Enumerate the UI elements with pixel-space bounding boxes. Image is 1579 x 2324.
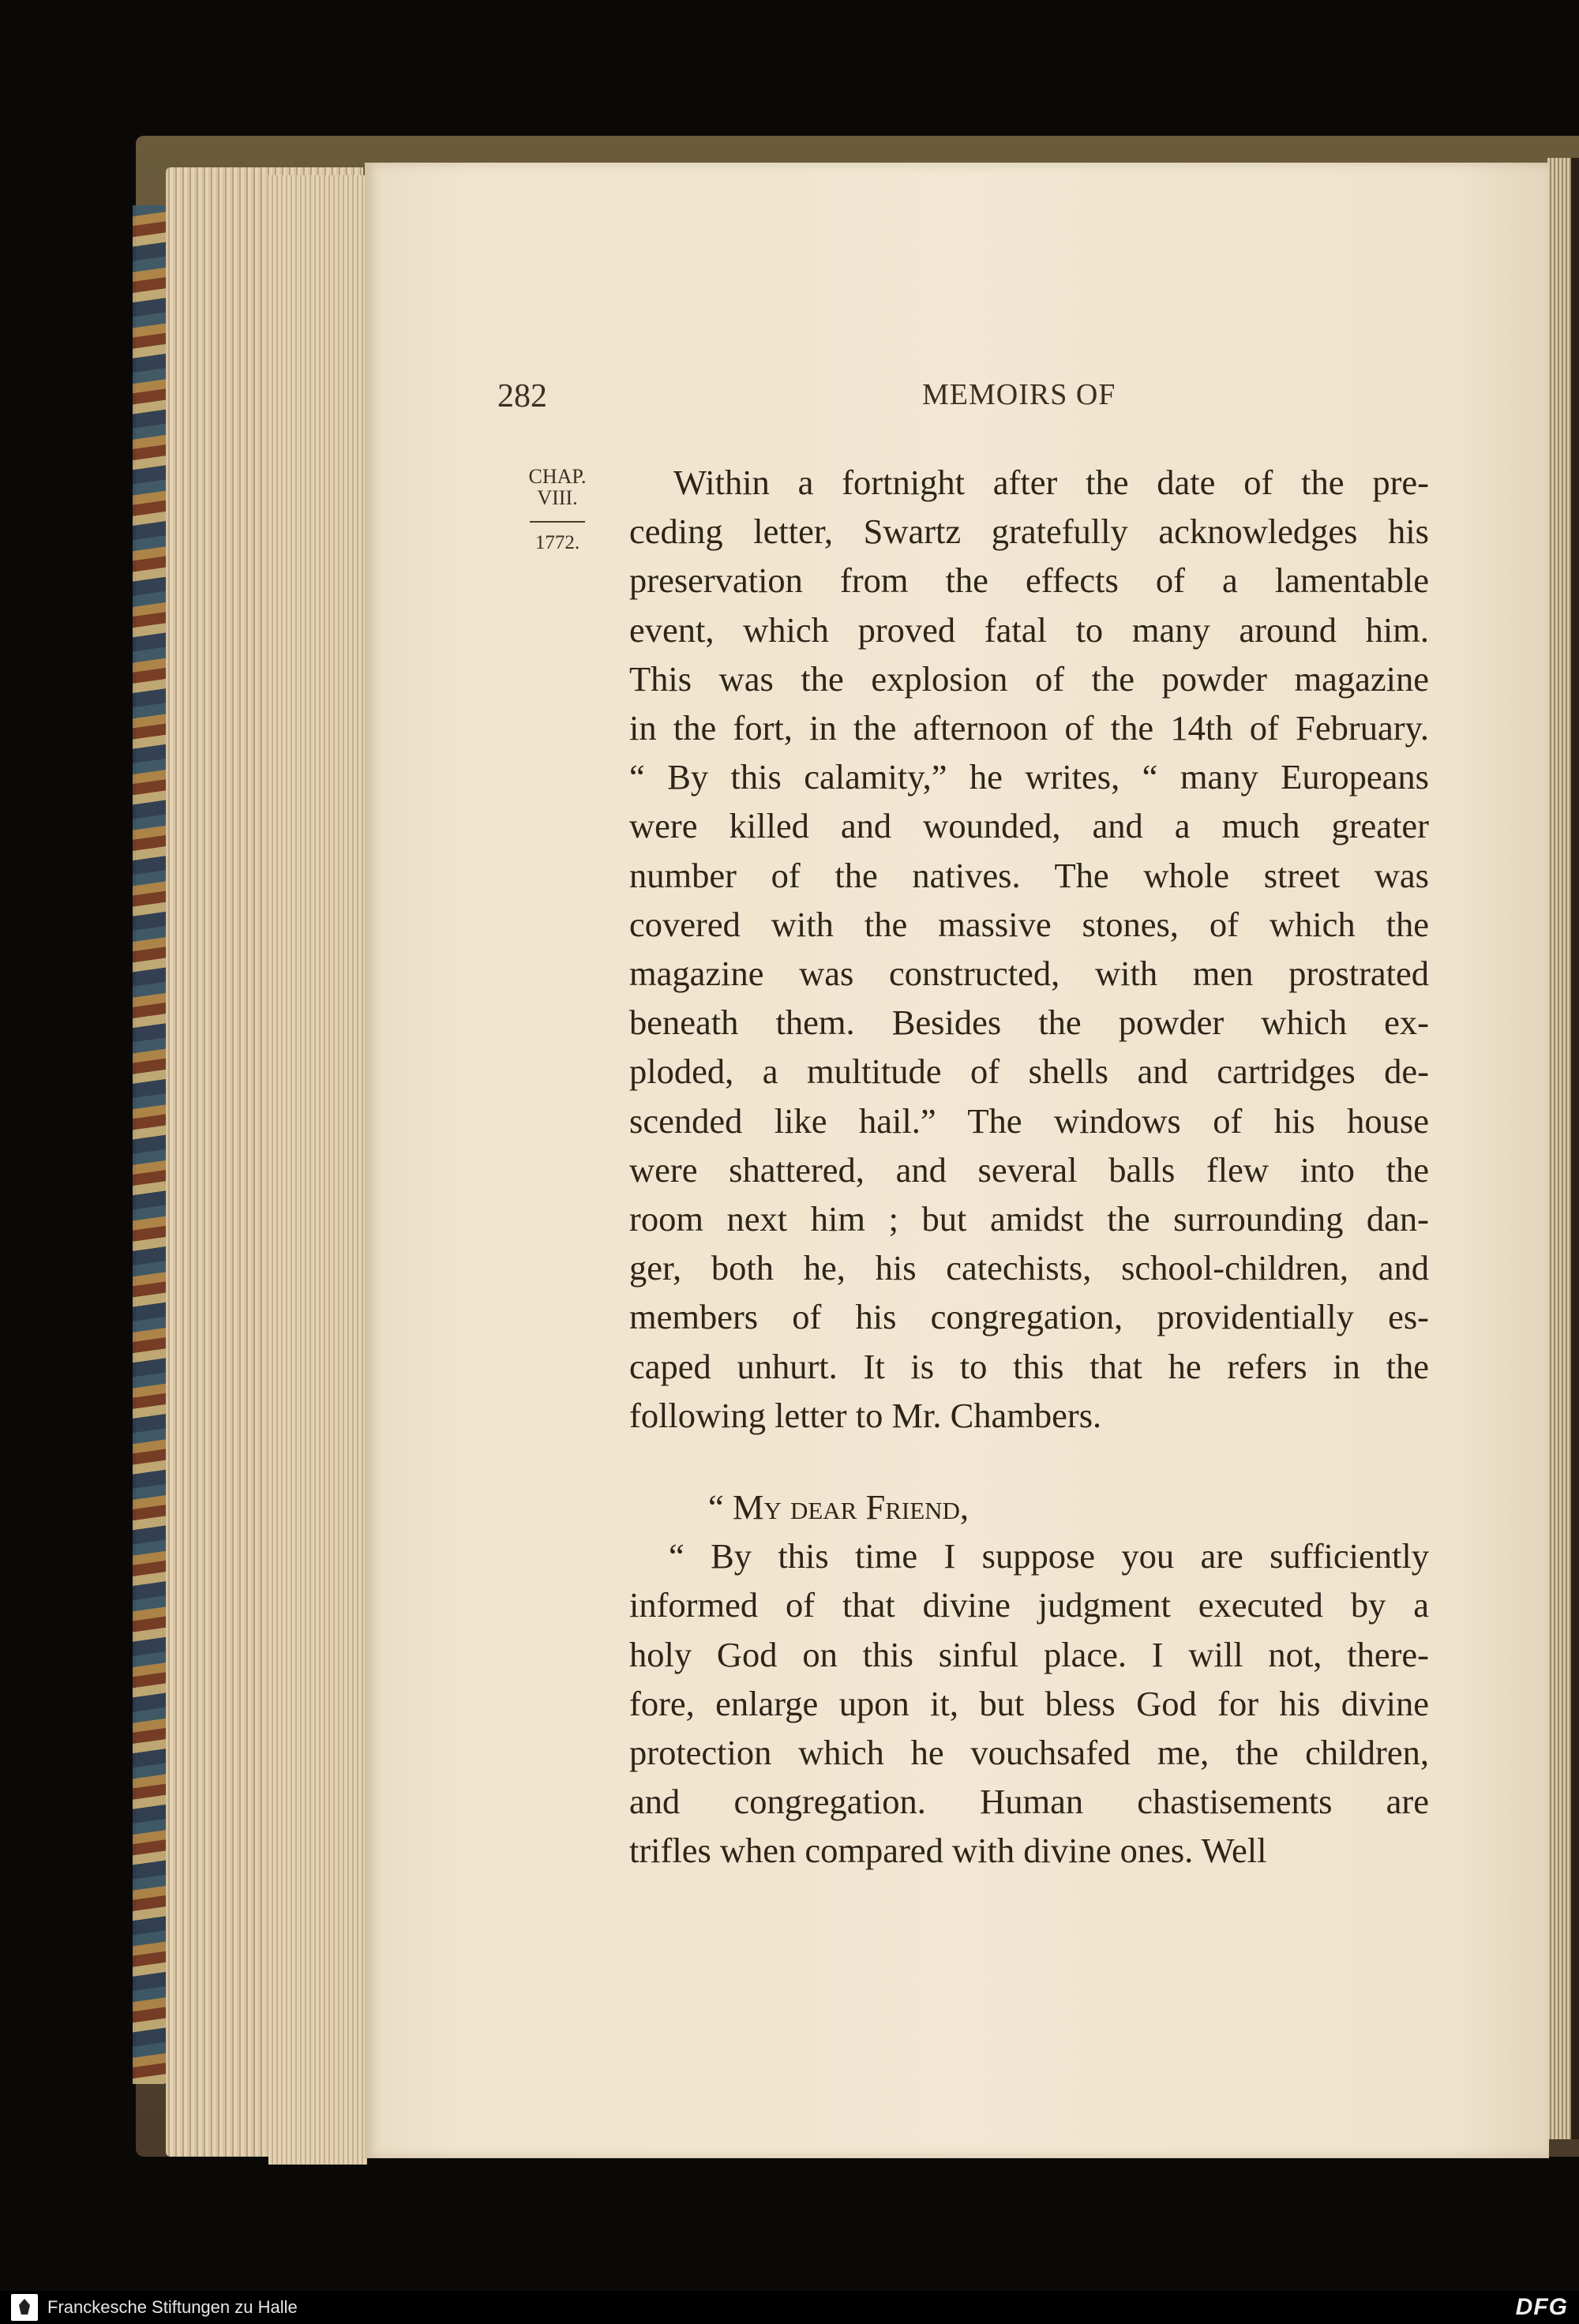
text-line: ploded, a multitude of shells and cartridges de- [629, 1051, 1429, 1092]
text-line: caped unhurt. It is to this that he refers in the [629, 1346, 1429, 1386]
footer-bar [0, 2291, 1579, 2324]
cover-edge-right [1571, 158, 1579, 2139]
text-line: members of his congregation, providentially es- [629, 1297, 1429, 1337]
institution-logo-icon [11, 2294, 38, 2321]
dfg-logo: DFG [1515, 2294, 1568, 2320]
footer-credit: Franckesche Stiftungen zu Halle [47, 2297, 298, 2317]
text-line: in the fort, in the afternoon of the 14th of February. [629, 708, 1429, 748]
text-line: covered with the massive stones, of which the [629, 904, 1429, 944]
text-line: “ By this time I suppose you are sufficiently [669, 1536, 1429, 1576]
text-line: ceding letter, Swartz gratefully acknowledges his [629, 512, 1429, 552]
text-line: room next him ; but amidst the surrounding dan- [629, 1199, 1429, 1239]
paragraph-2 [629, 1531, 1429, 1875]
text-line: This was the explosion of the powder magazine [629, 658, 1429, 699]
letter-salutation: “ My dear Friend, [708, 1487, 970, 1527]
page-number: 282 [497, 378, 547, 414]
text-line: scended like hail.” The windows of his house [629, 1100, 1429, 1141]
text-line: were killed and wounded, and a much greater [629, 806, 1429, 846]
text-line: informed of that divine judgment executed by a [629, 1585, 1429, 1625]
paragraph-1 [629, 458, 1429, 1440]
margin-note [513, 466, 602, 553]
text-line: following letter to Mr. Chambers. [629, 1395, 1102, 1435]
text-line: protection which he vouchsafed me, the children, [629, 1733, 1429, 1773]
text-line: Within a fortnight after the date of the pre- [673, 463, 1429, 502]
text-line: magazine was constructed, with men prostrated [629, 954, 1429, 994]
text-line: beneath them. Besides the powder which ex- [629, 1003, 1429, 1043]
margin-rule [530, 521, 585, 523]
margin-chap: CHAP. [528, 465, 587, 488]
text-line: preservation from the effects of a lamentable [629, 560, 1429, 601]
page-stack-inner [268, 175, 367, 2165]
text-line: ger, both he, his catechists, school-children, and [629, 1248, 1429, 1288]
text-line: holy God on this sinful place. I will not, there- [629, 1634, 1429, 1674]
text-line: “ By this calamity,” he writes, “ many Europeans [629, 757, 1429, 797]
text-line: were shattered, and several balls flew into the [629, 1149, 1429, 1190]
text-line: number of the natives. The whole street was [629, 855, 1429, 895]
text-line: and congregation. Human chastisements are [629, 1782, 1429, 1822]
running-head: MEMOIRS OF [922, 378, 1116, 411]
margin-year: 1772. [534, 532, 580, 553]
text-line: fore, enlarge upon it, but bless God for his divine [629, 1683, 1429, 1723]
text-line: trifles when compared with divine ones. Well [629, 1831, 1267, 1871]
text-line: event, which proved fatal to many around him. [629, 609, 1429, 650]
body-text [629, 458, 1429, 1876]
margin-chap-number: VIII. [537, 486, 578, 509]
